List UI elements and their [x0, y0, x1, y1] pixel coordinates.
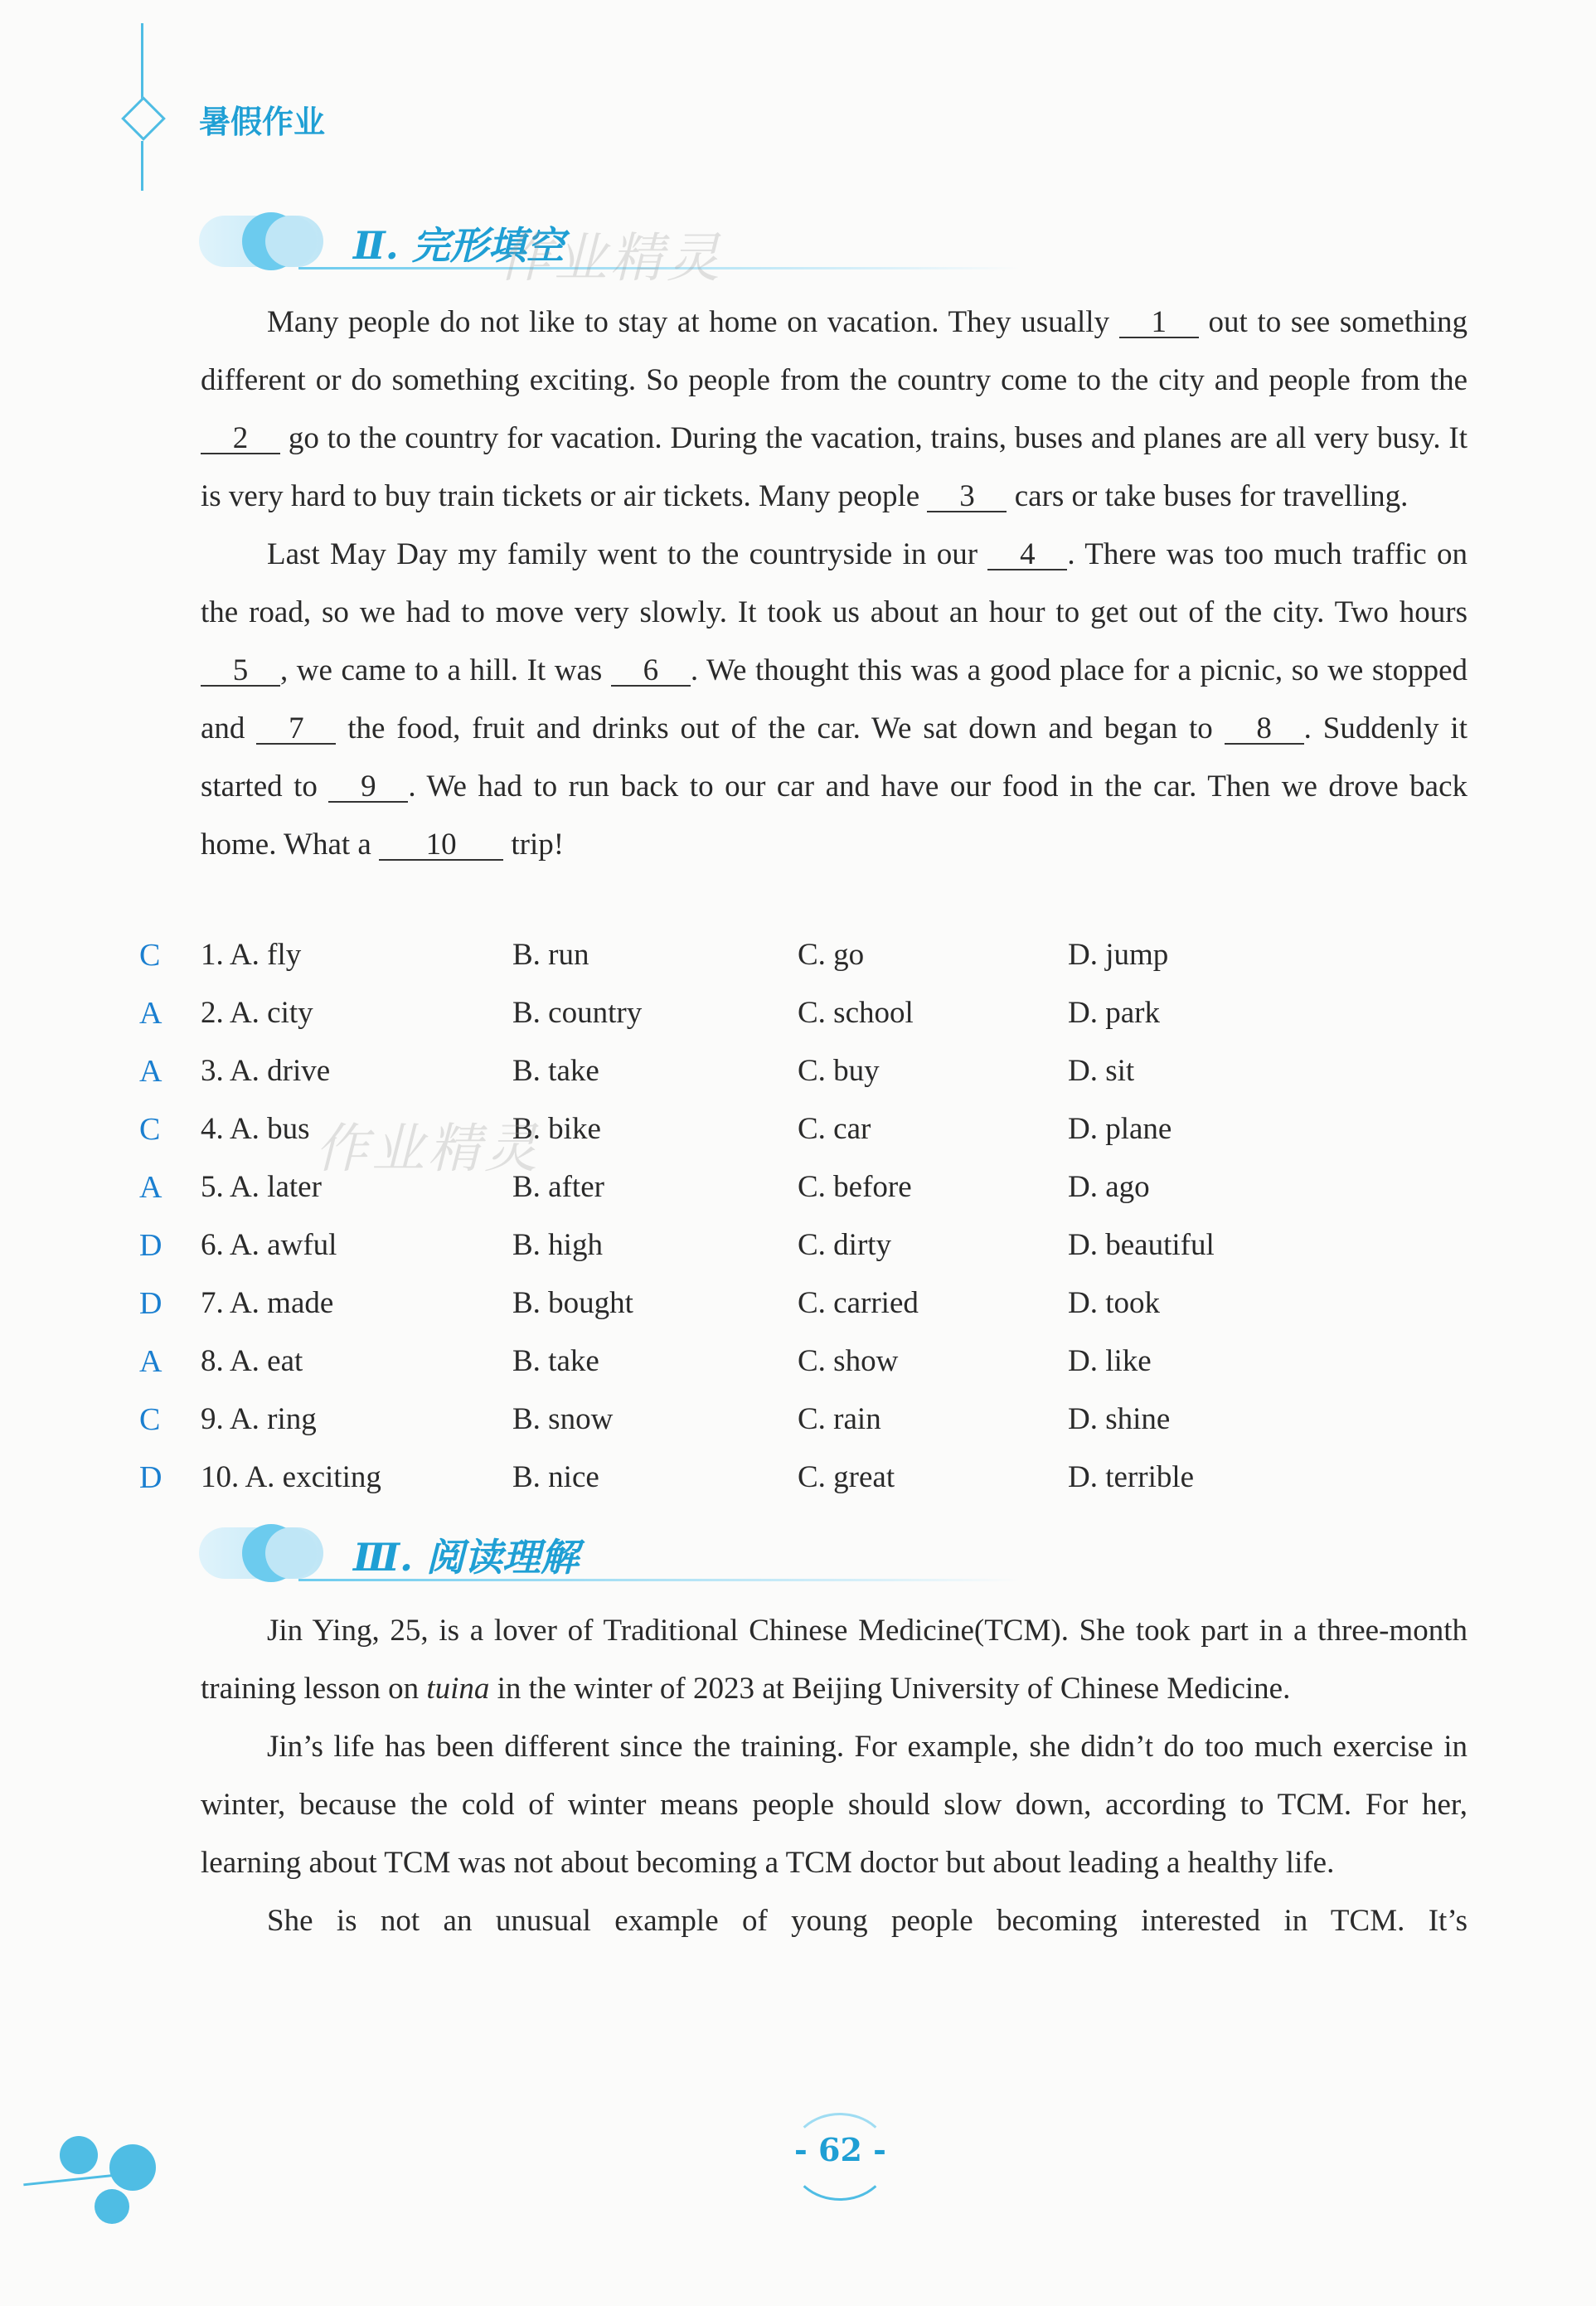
text: Last May Day my family went to the countryside in our — [267, 537, 988, 571]
option-row — [0, 1046, 1596, 1104]
option-row — [0, 1395, 1596, 1453]
blank-4: 4 — [987, 541, 1067, 570]
text: go to the country for vacation. During the vacation, trains, buses and planes are all very busy. It is very hard to buy train tickets or air tickets. Many people — [201, 421, 1467, 513]
blank-3: 3 — [927, 483, 1007, 512]
watermark: 作业精灵 — [315, 1119, 541, 1180]
text: . Suddenly it started to — [201, 711, 1467, 803]
reading-passage — [201, 1602, 1467, 1950]
text: trip! — [503, 828, 565, 862]
italic-term: tuina — [426, 1672, 490, 1706]
option-b: B. snow — [512, 1402, 614, 1436]
option-d: D. shine — [1068, 1402, 1171, 1436]
blank-1: 1 — [1119, 308, 1199, 338]
watermark: 作业精灵 — [497, 228, 723, 289]
page-number-value: 62 — [818, 2131, 862, 2168]
option-c: C. buy — [798, 1054, 880, 1088]
section-title: Ⅱ. 完形填空 — [353, 223, 565, 268]
dot-decoration — [95, 2189, 129, 2224]
text: . There was too much traffic on the road, so we had to move very slowly. It took us about an hour to get out of the city. Two hours — [201, 537, 1467, 629]
section-circle-icon — [265, 1527, 317, 1579]
option-a: 2. A. city — [201, 996, 313, 1030]
cloze-paragraph-2 — [201, 526, 1467, 874]
option-b: B. take — [512, 1344, 599, 1378]
reading-paragraph-2: Jin’s life has been different since the training. For example, she didn’t do too much exercise in winter, because the cold of winter means people should slow down, according to TCM. For her, learning about TCM was not about becoming a TCM doctor but about leading a healthy life. — [201, 1730, 1467, 1880]
blank-6: 6 — [611, 657, 691, 687]
answer-mark: D — [139, 1286, 163, 1321]
text: out to see something different or do something exciting. So people from the country come to the city and people from the — [201, 305, 1468, 397]
cloze-passage — [201, 294, 1467, 874]
answer-mark: D — [139, 1460, 163, 1495]
option-d: D. terrible — [1068, 1460, 1195, 1494]
reading-paragraph-1 — [201, 1602, 1467, 1718]
option-b: B. bike — [512, 1112, 601, 1146]
page-number: - 62 - — [794, 2131, 886, 2168]
option-row — [0, 930, 1596, 988]
diamond-icon — [121, 96, 166, 141]
option-d: D. jump — [1068, 938, 1169, 972]
text: , we came to a hill. It was — [280, 653, 611, 687]
cloze-paragraph-1 — [201, 294, 1467, 526]
option-row — [0, 1337, 1596, 1395]
blank-7: 7 — [256, 715, 336, 745]
answer-mark: D — [139, 1228, 163, 1263]
text: the food, fruit and drinks out of the car. We sat down and began to — [336, 711, 1225, 745]
section-title: Ⅲ. 阅读理解 — [353, 1535, 580, 1580]
option-row — [0, 1453, 1596, 1511]
answer-mark: A — [139, 1170, 163, 1205]
header-line-lower — [141, 141, 143, 191]
text: Many people do not like to stay at home on vacation. They usually — [267, 305, 1119, 339]
option-row — [0, 1279, 1596, 1337]
option-b: B. after — [512, 1170, 604, 1204]
option-a: 5. A. later — [201, 1170, 322, 1204]
text: in the winter of 2023 at Beijing University of Chinese Medicine. — [489, 1672, 1291, 1706]
option-a: 8. A. eat — [201, 1344, 303, 1378]
option-b: B. country — [512, 996, 643, 1030]
option-c: C. car — [798, 1112, 871, 1146]
dot-decoration — [109, 2144, 156, 2191]
dot-decoration — [60, 2136, 98, 2174]
option-a: 3. A. drive — [201, 1054, 331, 1088]
option-d: D. plane — [1068, 1112, 1172, 1146]
option-c: C. school — [798, 996, 914, 1030]
option-d: D. like — [1068, 1344, 1152, 1378]
answer-mark: C — [139, 938, 161, 973]
option-b: B. run — [512, 938, 589, 972]
option-c: C. before — [798, 1170, 912, 1204]
answer-mark: A — [139, 1054, 163, 1089]
option-c: C. show — [798, 1344, 899, 1378]
option-c: C. carried — [798, 1286, 919, 1320]
option-c: C. rain — [798, 1402, 881, 1436]
answer-mark: C — [139, 1112, 161, 1147]
option-b: B. nice — [512, 1460, 599, 1494]
text: . We had to run back to our car and have our food in the car. Then we drove back home. What a — [201, 769, 1467, 862]
section-reading-header — [199, 1522, 1020, 1590]
blank-8: 8 — [1225, 715, 1304, 745]
option-a: 6. A. awful — [201, 1228, 337, 1262]
option-d: D. park — [1068, 996, 1160, 1030]
option-a: 9. A. ring — [201, 1402, 317, 1436]
header-title: 暑假作业 — [199, 104, 326, 140]
option-d: D. ago — [1068, 1170, 1150, 1204]
section-circle-icon — [265, 216, 317, 267]
reading-paragraph-3: She is not an unusual example of young people becoming interested in TCM. It’s — [267, 1904, 1467, 1938]
option-a: 10. A. exciting — [201, 1460, 381, 1494]
option-row — [0, 1163, 1596, 1221]
option-row — [0, 988, 1596, 1046]
text: . We thought this was a good place for a picnic, so we stopped and — [201, 653, 1467, 745]
option-row — [0, 1104, 1596, 1163]
answer-mark: A — [139, 1344, 163, 1379]
answer-mark: C — [139, 1402, 161, 1437]
option-d: D. beautiful — [1068, 1228, 1215, 1262]
option-b: B. bought — [512, 1286, 633, 1320]
option-c: C. go — [798, 938, 865, 972]
option-c: C. great — [798, 1460, 895, 1494]
option-d: D. took — [1068, 1286, 1160, 1320]
blank-9: 9 — [328, 773, 408, 803]
blank-2: 2 — [201, 425, 280, 454]
option-a: 4. A. bus — [201, 1112, 310, 1146]
blank-10: 10 — [379, 831, 503, 861]
text: cars or take buses for travelling. — [1007, 479, 1409, 513]
blank-5: 5 — [201, 657, 280, 687]
option-a: 7. A. made — [201, 1286, 334, 1320]
answer-mark: A — [139, 996, 163, 1031]
option-c: C. dirty — [798, 1228, 892, 1262]
option-row — [0, 1221, 1596, 1279]
option-d: D. sit — [1068, 1054, 1135, 1088]
option-a: 1. A. fly — [201, 938, 302, 972]
option-b: B. high — [512, 1228, 603, 1262]
text: Jin Ying, 25, is a lover of Traditional Chinese Medicine(TCM). She took part in a three-month training lesson on — [201, 1614, 1467, 1706]
option-b: B. take — [512, 1054, 599, 1088]
